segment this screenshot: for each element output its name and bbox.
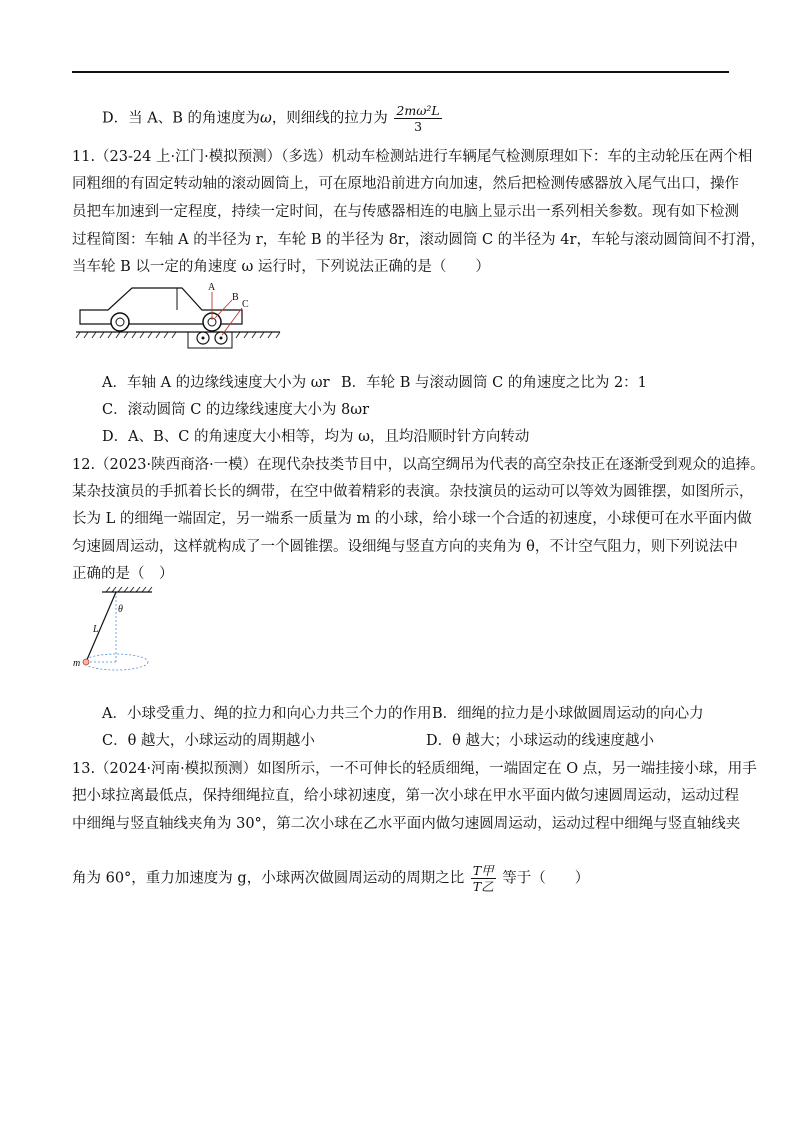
label-b: B xyxy=(232,292,239,303)
q11-line-3: 员把车加速到一定程度，持续一定时间，在与传感器相连的电脑上显示出一系列相关参数。现有如下检测 xyxy=(72,204,739,220)
q13-line-4-pre: 角为 60°，重力加速度为 g，小球两次做圆周运动的周期之比 xyxy=(72,870,465,887)
q12-line-1: 12.（2023·陕西商洛·一模）在现代杂技类节目中，以高空绸吊为代表的高空杂技正在逐渐受到观众的追捧。 xyxy=(72,457,765,473)
q12-option-a: A．小球受重力、绳的拉力和向心力共三个力的作用 xyxy=(102,706,432,722)
q12-option-b: B．细绳的拉力是小球做圆周运动的向心力 xyxy=(432,706,704,722)
q13-line-1: 13.（2024·河南·模拟预测）如图所示，一不可伸长的轻质细绳，一端固定在 O 点，另一端挂接小球，用手 xyxy=(72,761,757,777)
q11-line-2: 同粗细的有固定转动轴的滚动圆筒上，可在原地沿前进方向加速，然后把检测传感器放入尾气出口，操作 xyxy=(72,176,739,192)
q11-line-1: 11.（23-24 上·江门·模拟预测）（多选）机动车检测站进行车辆尾气检测原理如下：车的主动轮压在两个相 xyxy=(72,149,753,165)
q12-line-4: 匀速圆周运动，这样就构成了一个圆锥摆。设细绳与竖直方向的夹角为 θ，不计空气阻力，则下列说法中 xyxy=(72,539,738,555)
q12-line-5: 正确的是（ ） xyxy=(72,566,174,582)
roller-c-left-center xyxy=(202,337,205,340)
road-hatch xyxy=(76,332,280,338)
q10-optd-omega: ω xyxy=(259,110,272,127)
q11-car-figure xyxy=(72,280,287,350)
q11-option-a: A．车轴 A 的边缘线速度大小为 ωr xyxy=(102,375,330,391)
q11-option-b: B．车轮 B 与滚动圆筒 C 的角速度之比为 2：1 xyxy=(341,375,647,391)
q10-optd-mid: ，则细线的拉力为 xyxy=(271,110,388,127)
q13-line-3: 中细绳与竖直轴线夹角为 30°，第二次小球在乙水平面内做匀速圆周运动，运动过程中细绳与竖直轴线夹 xyxy=(72,816,741,832)
rear-hub xyxy=(116,318,124,326)
label-l: L xyxy=(93,624,99,635)
ball xyxy=(83,659,89,665)
label-c: C xyxy=(242,299,249,310)
q13-frac-num: T甲 xyxy=(472,863,494,878)
q13-frac-den: T乙 xyxy=(472,879,494,894)
q12-option-d: D．θ 越大；小球运动的线速度越小 xyxy=(426,733,654,749)
q13-line-4-post: 等于（ ） xyxy=(502,870,590,887)
q12-line-3: 长为 L 的细绳一端固定，另一端系一质量为 m 的小球，给小球一个合适的初速度，小球便可在水平面内做 xyxy=(72,511,752,527)
q10-frac-num: 2mω²L xyxy=(396,103,440,118)
q11-option-c: C．滚动圆筒 C 的边缘线速度大小为 8ωr xyxy=(102,402,369,418)
q12-conical-pendulum-figure xyxy=(72,586,182,686)
label-m: m xyxy=(73,658,81,669)
label-theta: θ xyxy=(118,604,123,615)
q12-option-c: C．θ 越大，小球运动的周期越小 xyxy=(102,733,315,749)
q10-option-d xyxy=(102,103,444,134)
q13-fraction xyxy=(471,863,496,894)
q11-option-d: D．A、B、C 的角速度大小相等，均为 ω，且均沿顺时针方向转动 xyxy=(102,429,530,445)
q11-line-5: 当车轮 B 以一定的角速度 ω 运行时，下列说法正确的是（ ） xyxy=(72,259,490,275)
label-a: A xyxy=(208,282,216,293)
q10-frac-den: 3 xyxy=(414,119,423,134)
q13-line-2: 把小球拉离最低点，保持细绳拉直，给小球初速度，第一次小球在甲水平面内做匀速圆周运动，运动过程 xyxy=(72,788,739,804)
q12-line-2: 某杂技演员的手抓着长长的绸带，在空中做着精彩的表演。杂技演员的运动可以等效为圆锥摆，如图所示， xyxy=(72,484,754,500)
roller-c-right-center xyxy=(220,337,223,340)
q13-line-4 xyxy=(72,863,589,894)
header-rule xyxy=(72,71,729,73)
string xyxy=(86,592,116,662)
q11-line-4: 过程简图：车轴 A 的半径为 r，车轮 B 的半径为 8r，滚动圆筒 C 的半径为 4r，车轮与滚动圆筒间不打滑， xyxy=(72,232,765,248)
q10-fraction xyxy=(394,103,441,134)
q10-optd-prefix: D．当 A、B 的角速度为 xyxy=(102,110,260,127)
ceiling-hatch xyxy=(106,587,152,592)
